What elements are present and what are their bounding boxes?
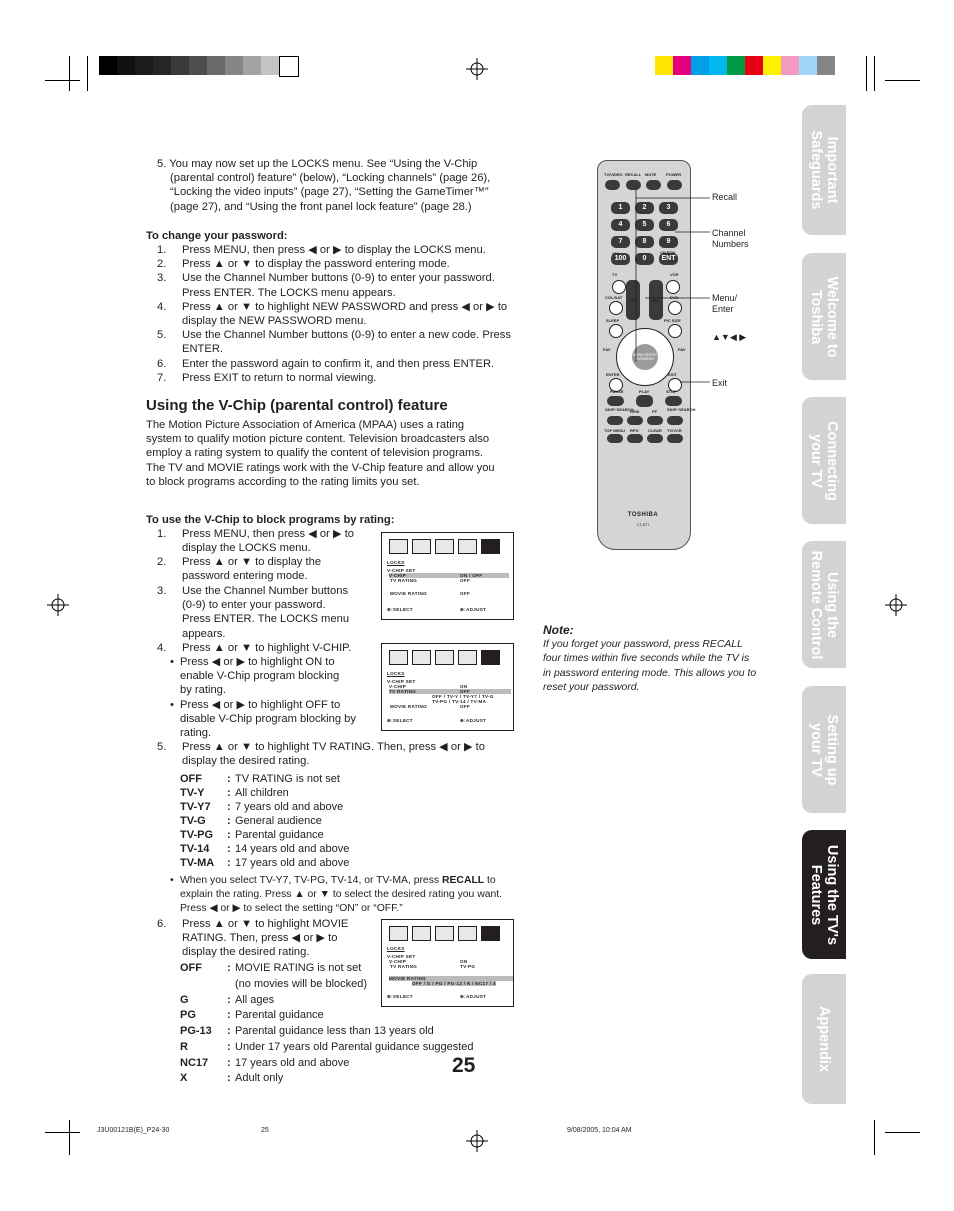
rating-code: OFF: [180, 962, 202, 974]
tab-label-line: Safeguards: [808, 130, 824, 210]
step-number: 5.: [157, 329, 167, 342]
block-step-2: 2. Press ▲ or ▼ to display the password entering mode.: [157, 556, 322, 583]
step-text: Use the Channel Number buttons (0-9) to enter a new code. Press: [182, 329, 511, 342]
side-tab-5[interactable]: [802, 686, 846, 813]
callout-arrows: ▲▼◀ ▶: [712, 332, 747, 342]
power-label: POWER: [666, 172, 682, 177]
gray-swatch: [261, 56, 279, 75]
digit-1-button-label: 1: [618, 204, 623, 211]
rating-row: [180, 842, 420, 856]
plus10-label: +10: [612, 251, 619, 256]
step-number: 3.: [157, 272, 167, 285]
side-tab-3[interactable]: [802, 397, 846, 524]
skip-right-label: SKIP/ SEARCH: [667, 407, 696, 412]
gray-swatch: [135, 56, 153, 75]
tv-label: TV: [612, 272, 618, 277]
side-tab-4[interactable]: [802, 541, 846, 668]
menu-icon-row: [389, 926, 500, 941]
step-text: ENTER.: [182, 343, 224, 356]
digit-6-button-label: 6: [666, 221, 671, 228]
gray-swatch: [225, 56, 243, 75]
rating-colon: :: [227, 1009, 231, 1022]
rating-code: OFF: [180, 773, 202, 785]
colsat-label: COL/SAT: [605, 295, 623, 300]
note-title: Note:: [543, 623, 574, 637]
rating-code: TV-PG: [180, 829, 214, 841]
rating-row: [180, 1024, 490, 1038]
block-step-4: 4. Press ▲ or ▼ to highlight V-CHIP.: [157, 642, 352, 654]
change-password-step: [157, 257, 527, 271]
menu-enter-label: MENU ENTER DVDMENU: [633, 353, 657, 361]
rating-colon: :: [227, 773, 231, 785]
digit-4-button-label: 4: [618, 221, 623, 228]
recall-label: RECALL: [625, 172, 642, 177]
note-box: Note: If you forget your password, press RECALL four times within five seconds while the TV is in password entering mode. This allows you to reset your password.: [543, 622, 793, 695]
rating-row: [180, 1008, 490, 1022]
rating-code: TV-Y7: [180, 801, 211, 813]
digit-0-button-label: 0: [642, 255, 647, 262]
color-swatch: [745, 56, 763, 75]
rating-row: [180, 800, 420, 814]
side-tab-1[interactable]: [802, 105, 846, 235]
block-step-3: 3. Use the Channel Number buttons (0-9) to enter your password. Press ENTER. The LOCKS menu appears.: [157, 585, 350, 640]
tab-label-line: Using the: [824, 571, 840, 638]
skip-back-button[interactable]: [607, 416, 623, 425]
side-tab-label: [808, 844, 840, 944]
dvd-label: DVD: [670, 295, 679, 300]
step-text: Press ▲ or ▼ to display the password entering mode.: [182, 258, 450, 271]
block-step-4-bullet-on: • Press ◀ or ▶ to highlight ON to enable V-Chip program blocking by rating.: [170, 656, 340, 697]
rating-desc-cont: (no movies will be blocked): [235, 978, 368, 990]
rating-row: [180, 1071, 490, 1085]
picture-menu-icon: [389, 650, 408, 665]
registration-target-icon: [466, 58, 488, 80]
rating-row: [180, 828, 420, 842]
gray-swatch: [117, 56, 135, 75]
rating-desc: Parental guidance: [235, 1009, 324, 1022]
vcr-label: VCR: [670, 272, 679, 277]
audio-menu-icon: [412, 926, 431, 941]
setup-menu-icon: [435, 539, 454, 554]
digit-2-button-label: 2: [642, 204, 647, 211]
color-swatch: [655, 56, 673, 75]
side-tab-7[interactable]: [802, 974, 846, 1104]
rating-desc: TV RATING is not set: [235, 773, 340, 785]
tab-label-line: Connecting: [824, 420, 840, 501]
tab-label-line: Important: [824, 136, 840, 204]
gray-swatch: [171, 56, 189, 75]
ff-label: FF: [652, 409, 657, 414]
picture-menu-icon: [389, 926, 408, 941]
menu-icon-row: [389, 539, 500, 554]
rating-colon: :: [227, 1072, 231, 1085]
rating-desc: Adult only: [235, 1072, 284, 1085]
footer-file: J3U00121B(E)_P24-30: [97, 1127, 170, 1134]
callout-lines: [600, 170, 720, 400]
change-password-step: [157, 328, 527, 356]
picture-menu-icon: [389, 539, 408, 554]
rating-colon: :: [227, 787, 231, 799]
rating-colon: :: [227, 857, 231, 869]
rating-colon: :: [227, 843, 231, 855]
locks-menu-icon: [481, 650, 500, 665]
registration-target-icon: [466, 1130, 488, 1152]
gray-swatch: [153, 56, 171, 75]
step-text: Press ENTER. The LOCKS menu appears.: [182, 286, 396, 299]
rewind-button[interactable]: [627, 416, 643, 425]
callout-recall: Recall: [712, 192, 738, 202]
option-menu-icon: [458, 926, 477, 941]
rating-row: [180, 814, 420, 828]
mute-label: MUTE: [645, 172, 657, 177]
rating-desc: 14 years old and above: [235, 843, 350, 855]
rating-colon: :: [227, 815, 231, 827]
exit-label: EXIT: [668, 372, 677, 377]
tab-label-line: Welcome to: [824, 275, 840, 358]
side-tab-label: [808, 276, 840, 357]
rpg-button[interactable]: [627, 434, 643, 443]
rating-colon: :: [227, 962, 231, 974]
rating-row: [180, 1040, 490, 1054]
chrtn-label: CH RTN: [660, 250, 676, 255]
rating-colon: :: [227, 801, 231, 813]
tab-label-line: Features: [808, 864, 824, 925]
registration-target-icon: [885, 594, 907, 616]
rating-desc: 17 years old and above: [235, 857, 350, 869]
rating-desc: Parental guidance less than 13 years old: [235, 1025, 434, 1038]
color-swatch: [763, 56, 781, 75]
step-number: 6.: [157, 357, 167, 370]
tvvcr-label: TV/VCR: [667, 428, 682, 433]
fav-left-label: FAV: [603, 347, 611, 352]
rating-code: TV-Y: [180, 787, 205, 799]
remote-model: CT-877: [636, 522, 650, 527]
step-number: 4.: [157, 300, 167, 313]
option-menu-icon: [458, 539, 477, 554]
skip-left-label: SKIP/ SEARCH: [605, 407, 634, 412]
color-swatch: [781, 56, 799, 75]
rating-desc: 17 years old and above: [235, 1056, 350, 1069]
callout-channel-numbers: Channel Numbers: [712, 228, 749, 249]
digit-7-button-label: 7: [618, 238, 623, 245]
change-password-heading: To change your password:: [146, 230, 288, 242]
rating-code: PG: [180, 1009, 196, 1022]
side-tab-label: [808, 421, 840, 501]
side-tab-2[interactable]: [802, 253, 846, 380]
locks-menu-icon: [481, 926, 500, 941]
rew-label: REW: [630, 409, 640, 414]
footer-page: 25: [261, 1127, 269, 1134]
digit-8-button-label: 8: [642, 238, 647, 245]
color-swatch: [691, 56, 709, 75]
digit-ENT-button-label: ENT: [661, 255, 676, 262]
step-number: 2.: [157, 258, 167, 271]
rating-desc: 7 years old and above: [235, 801, 344, 813]
tab-label-line: Remote Control: [808, 550, 824, 659]
side-tab-label: [816, 1006, 832, 1072]
section-body: The Motion Picture Association of America (MPAA) uses a rating system to qualify motion picture content. Television broadcasters also employ a rating system to qualify the content of television programs. The TV and MOVIE ratings work with the V-Chip feature and allow you to block programs according to the rating limits you set.: [146, 419, 495, 488]
gray-swatch: [207, 56, 225, 75]
setup-menu-icon: [435, 926, 454, 941]
rating-code: R: [180, 1040, 188, 1053]
gray-swatch: [99, 56, 117, 75]
step-text: Use the Channel Number buttons (0-9) to enter your password.: [182, 272, 495, 285]
rpg-label: RPG: [630, 428, 639, 433]
change-password-steps: [157, 243, 527, 385]
step-text: Press MENU, then press ◀ or ▶ to display the LOCKS menu.: [182, 244, 486, 256]
color-swatch: [799, 56, 817, 75]
color-swatch: [673, 56, 691, 75]
audio-menu-icon: [412, 539, 431, 554]
callout-exit: Exit: [712, 378, 728, 388]
tvvcr-button[interactable]: [667, 434, 683, 443]
change-password-step: [157, 357, 527, 371]
page-number: 25: [452, 1054, 476, 1077]
sleep-label: SLEEP: [606, 318, 620, 323]
rating-desc: Parental guidance: [235, 829, 324, 841]
rating-desc: General audience: [235, 815, 322, 827]
color-swatch: [727, 56, 745, 75]
remote-brand: TOSHIBA: [627, 512, 659, 518]
section-title: Using the V-Chip (parental control) feature: [146, 397, 448, 414]
color-swatch: [817, 56, 835, 75]
step-text: Press ▲ or ▼ to highlight NEW PASSWORD and press ◀ or ▶ to: [182, 300, 508, 313]
vol-label: VOL: [651, 298, 660, 303]
rating-row: [180, 856, 420, 870]
recall-note: • When you select TV-Y7, TV-PG, TV-14, or TV-MA, press RECALL to explain the rating. Press ▲ or ▼ to select the desired rating you want. Press ◀ or ▶ to select the setting “ON” or “OFF.”: [170, 875, 503, 914]
rating-colon: :: [227, 1056, 231, 1069]
topmenu-button[interactable]: [607, 434, 623, 443]
tab-label-line: Toshiba: [808, 289, 824, 344]
step5-intro: 5. You may now set up the LOCKS menu. See “Using the V-Chip (parental control) feature” (below), “Locking channels” (page 26), “Locking the video inputs” (page 27), “Setting the GameTimer™” (page 27), and “Using the front panel lock feature” (page 28.): [157, 158, 491, 213]
rating-code: TV-G: [180, 815, 206, 827]
gray-swatch: [243, 56, 261, 75]
change-password-step: [157, 300, 527, 328]
tab-label-line: Using the TV's: [824, 844, 840, 945]
enter-label: ENTER: [606, 372, 620, 377]
tv-video-label: TV/VIDEO: [604, 172, 623, 177]
locks-screen-3: LOCKS V-CHIP SET V-CHIP ON TV RATING TV-PG MOVIE RATING OFF / G / PG / PG-13 / R / NC17 / X ⊕:SELECT ⊕:ADJUST: [381, 919, 514, 1007]
clear-label: CLEAR: [648, 428, 662, 433]
footer-date: 9/08/2005, 10:04 AM: [567, 1127, 632, 1134]
change-password-step: [157, 243, 527, 257]
setup-menu-icon: [435, 650, 454, 665]
locks-screen-1: LOCKS V-CHIP SET V-CHIP ON / OFF TV RATING OFF MOVIE RATING OFF ⊕:SELECT ⊕:ADJUST: [381, 532, 514, 620]
digit-100-button-label: 100: [614, 255, 627, 262]
step-number: 7.: [157, 371, 167, 384]
rating-desc: MOVIE RATING is not set: [235, 962, 362, 974]
picsize-label: PIC SIZE: [664, 318, 681, 323]
color-swatch: [709, 56, 727, 75]
rating-colon: :: [227, 1025, 231, 1038]
rating-colon: :: [227, 829, 231, 841]
rating-code: TV-14: [180, 843, 210, 855]
rating-desc: All children: [235, 787, 289, 799]
pause-label: PAUSE: [610, 389, 624, 394]
rating-code: NC17: [180, 1056, 209, 1069]
registration-target-icon: [47, 594, 69, 616]
tab-label-line: Appendix: [816, 1005, 832, 1073]
rating-desc: Under 17 years old Parental guidance suggested: [235, 1040, 474, 1053]
topmenu-label: TOP MENU: [604, 428, 625, 433]
rating-row: [180, 1056, 490, 1070]
block-heading: To use the V-Chip to block programs by rating:: [146, 514, 395, 526]
audio-menu-icon: [412, 650, 431, 665]
rating-code: X: [180, 1072, 188, 1085]
digit-9-button-label: 9: [666, 238, 671, 245]
rating-code: TV-MA: [180, 857, 215, 869]
menu-icon-row: [389, 650, 500, 665]
rating-colon: :: [227, 1040, 231, 1053]
change-password-step: [157, 371, 527, 385]
side-tab-label: [808, 714, 840, 785]
rating-code: PG-13: [180, 1025, 212, 1038]
locks-screen-2: LOCKS V-CHIP SET V-CHIP ON TV RATING OFF OFF / TV-Y / TV-Y7 / TV-G TV-PG / TV-14 / TV-MA MOVIE RATING OFF ⊕:SELECT ⊕:ADJUST: [381, 643, 514, 731]
gray-swatch: [279, 56, 299, 77]
block-step-6: 6. Press ▲ or ▼ to highlight MOVIE RATING. Then, press ◀ or ▶ to display the desired rating.: [157, 918, 349, 959]
digit-3-button-label: 3: [666, 204, 671, 211]
rating-desc: All ages: [235, 993, 275, 1006]
option-menu-icon: [458, 650, 477, 665]
change-password-step: [157, 271, 527, 299]
play-label: PLAY: [639, 389, 650, 394]
ch-label: CH: [629, 298, 635, 303]
rating-colon: :: [227, 993, 231, 1006]
step-text: Enter the password again to confirm it, and then press ENTER.: [182, 357, 495, 370]
fast-forward-button[interactable]: [647, 416, 663, 425]
block-step-1: 1. Press MENU, then press ◀ or ▶ to display the LOCKS menu.: [157, 528, 355, 555]
side-tab-label: [808, 131, 840, 210]
digit-5-button-label: 5: [642, 221, 647, 228]
skip-forward-button[interactable]: [667, 416, 683, 425]
step-text: Press EXIT to return to normal viewing.: [182, 371, 377, 384]
step-text: display the NEW PASSWORD menu.: [182, 315, 367, 328]
stop-label: STOP: [666, 389, 677, 394]
callout-menu-enter: Menu/ Enter: [712, 293, 738, 314]
tab-label-line: your TV: [808, 433, 824, 488]
rating-row: [180, 772, 420, 786]
tab-label-line: your TV: [808, 722, 824, 777]
step-number: 1.: [157, 244, 167, 256]
block-step-4-bullet-off: • Press ◀ or ▶ to highlight OFF to disable V-Chip program blocking by rating.: [170, 699, 356, 740]
fav-right-label: FAV: [678, 347, 686, 352]
side-tab-6[interactable]: [802, 830, 846, 959]
rating-code: G: [180, 993, 189, 1006]
locks-menu-icon: [481, 539, 500, 554]
tab-label-line: Setting up: [824, 714, 840, 785]
block-step-5: 5. Press ▲ or ▼ to highlight TV RATING. Then, press ◀ or ▶ to display the desired rating.: [157, 741, 485, 768]
clear-button[interactable]: [647, 434, 663, 443]
side-tab-label: [808, 550, 840, 659]
rating-row: [180, 786, 420, 800]
gray-swatch: [189, 56, 207, 75]
